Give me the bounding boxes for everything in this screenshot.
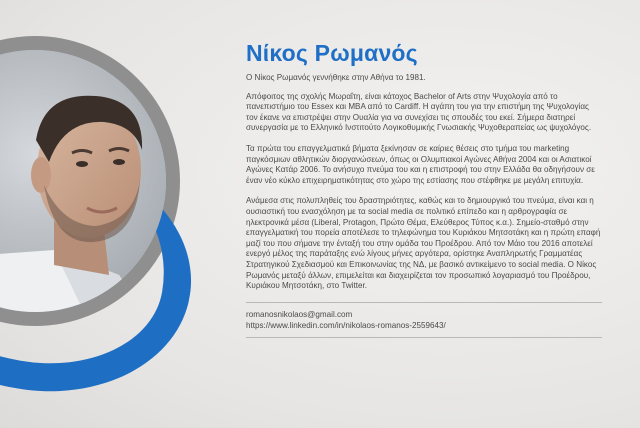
contact-linkedin: https://www.linkedin.com/in/nikolaos-romanos-2559643/ (246, 320, 446, 330)
bio-content (246, 40, 602, 344)
person-name-heading: Νίκος Ρωμανός (246, 40, 418, 66)
bio-paragraph-2: Απόφοιτος της σχολής Μωραΐτη, είναι κάτοχος Bachelor of Arts στην Ψυχολογία από το πανεπιστήμιο του Essex και MBA από το Cardiff. Η αγάπη του για την επιστήμη της Ψυχολογίας τον έκανε να επιστρέψει στην Ουαλία για να συνεχίσει τις σπουδές του εκεί. Σήμερα διατηρεί συνεργασία με το Ελληνικό Ινστιτούτο Λογικοθυμικής Γνωσιακής Ψυχοθεραπείας ως ψυχολόγος. (246, 91, 592, 133)
divider-bottom (246, 337, 602, 338)
bio-paragraph-1: Ο Νίκος Ρωμανός γεννήθηκε στην Αθήνα το 1981. (246, 73, 426, 82)
contact-email: romanosnikolaos@gmail.com (246, 309, 353, 319)
bio-paragraph-3: Τα πρώτα του επαγγελματικά βήματα ξεκίνησαν σε καίριες θέσεις στο τμήμα του marketing παγκόσμιων αθλητικών διοργανώσεων, όπως οι Ολυμπιακοί Αγώνες Αθήνα 2004 και οι Ασιατικοί Αγώνες Κατάρ 2006. Το ανήσυχο πνεύμα του και η επιστροφή του στην Ελλάδα θα οδηγήσουν σε έναν νέο κύκλο επιχειρηματικότητας στο χώρο της εστίασης που στέφθηκε με μεγάλη επιτυχία. (246, 143, 595, 185)
divider-top (246, 302, 602, 303)
bio-paragraph-4: Ανάμεσα στις πολυπληθείς του δραστηριότητες, καθώς και το δημιουργικό του πνεύμα, είναι και η ουσιαστική του ενασχόληση με τα social media σε πολιτικό επίπεδο και η αρθρογραφία σε ηλεκτρονικά μέσα (Liberal, Protagon, Πρώτο Θέμα, Ελεύθερος Τύπος κ.α.). Σημείο-σταθμό στην επαγγελματική του πορεία αποτέλεσε το τηλεφώνημα του Κυριάκου Μητσοτάκη και η πρώτη επαφή μαζί του που σήμανε την ένταξή του στην ομάδα του Προέδρου. Από τον Μάιο του 2016 αποτελεί ενεργό μέλος της παράταξης ενώ λίγους μήνες αργότερα, ορίστηκε Αναπληρωτής Γραμματέας Στρατηγικού Σχεδιασμού και Επικοινωνίας της ΝΔ, με βασικό αντικείμενο το social media. Ο Νίκος Ρωμανός μεταξύ άλλων, επιμελείται και διαχειρίζεται τον προσωπικό λογαριασμό του Προέδρου, Κυριάκου Μητσοτάκη, στο Twitter. (246, 196, 601, 291)
